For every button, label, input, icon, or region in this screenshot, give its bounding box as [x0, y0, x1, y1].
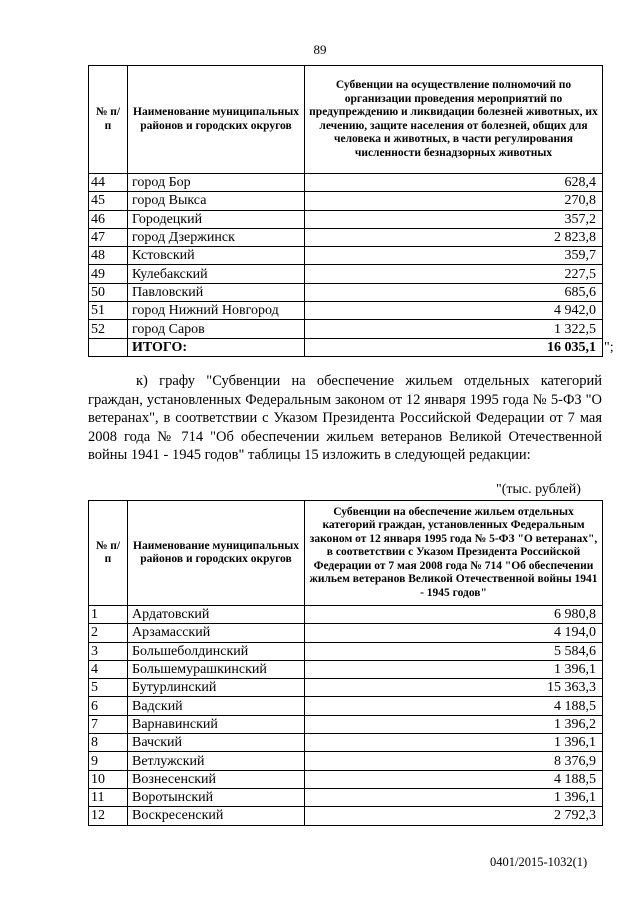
district-name: Воротынский [128, 788, 305, 806]
district-name: Вознесенский [128, 770, 305, 788]
row-number: 48 [89, 247, 128, 265]
subvention-amount: 2 792,3 [305, 807, 603, 825]
district-name: Воскресенский [128, 807, 305, 825]
row-number: 8 [89, 734, 128, 752]
district-name: Варнавинский [128, 715, 305, 733]
row-number: 6 [89, 697, 128, 715]
subvention-amount: 1 396,1 [305, 660, 603, 678]
subvention-amount: 8 376,9 [305, 752, 603, 770]
unit-note: "(тыс. рублей) [496, 482, 581, 497]
table-row [89, 660, 603, 678]
table-row [89, 247, 603, 265]
subvention-amount: 4 942,0 [305, 302, 603, 320]
row-number: 50 [89, 283, 128, 301]
district-name: Ардатовский [128, 606, 305, 624]
table-row [89, 679, 603, 697]
row-number: 11 [89, 788, 128, 806]
table-row [89, 228, 603, 246]
document-code: 0401/2015-1032(1) [490, 855, 588, 869]
row-number: 46 [89, 210, 128, 228]
row-number: 10 [89, 770, 128, 788]
subvention-amount: 685,6 [305, 283, 603, 301]
total-value: 16 035,1 [305, 338, 603, 356]
district-name: Павловский [128, 283, 305, 301]
district-name: Городецкий [128, 210, 305, 228]
row-number: 2 [89, 624, 128, 642]
table-row [89, 302, 603, 320]
total-row [89, 338, 603, 356]
subvention-amount: 628,4 [305, 174, 603, 192]
row-number: 7 [89, 715, 128, 733]
table-row [89, 174, 603, 192]
district-name: Кулебакский [128, 265, 305, 283]
subvention-amount: 4 188,5 [305, 770, 603, 788]
district-name: город Нижний Новгород [128, 302, 305, 320]
subvention-amount: 227,5 [305, 265, 603, 283]
table-row [89, 320, 603, 338]
table-header-row [89, 66, 603, 174]
table-row [89, 734, 603, 752]
row-number: 12 [89, 807, 128, 825]
district-name: Арзамасский [128, 624, 305, 642]
row-number: 45 [89, 192, 128, 210]
subventions-veterans-housing-table [88, 500, 603, 826]
district-name: город Выкса [128, 192, 305, 210]
subvention-amount: 4 188,5 [305, 697, 603, 715]
row-number: 3 [89, 642, 128, 660]
table-row [89, 192, 603, 210]
district-name: город Бор [128, 174, 305, 192]
district-name: Бутурлинский [128, 679, 305, 697]
total-label: ИТОГО: [128, 338, 305, 356]
district-name: город Саров [128, 320, 305, 338]
quote-closing: "; [604, 340, 614, 355]
table-row [89, 642, 603, 660]
table-row [89, 697, 603, 715]
row-number: 49 [89, 265, 128, 283]
district-name: Кстовский [128, 247, 305, 265]
subvention-amount: 359,7 [305, 247, 603, 265]
total-num-cell [89, 338, 128, 356]
header-name: Наименование муниципальных районов и городских округов [128, 66, 305, 174]
table-row [89, 715, 603, 733]
subvention-amount: 5 584,6 [305, 642, 603, 660]
table-row [89, 788, 603, 806]
subvention-amount: 2 823,8 [305, 228, 603, 246]
table-row [89, 624, 603, 642]
district-name: Большемурашкинский [128, 660, 305, 678]
district-name: Ветлужский [128, 752, 305, 770]
row-number: 9 [89, 752, 128, 770]
district-name: Вадский [128, 697, 305, 715]
district-name: Вачский [128, 734, 305, 752]
district-name: город Дзержинск [128, 228, 305, 246]
row-number: 51 [89, 302, 128, 320]
table-row [89, 807, 603, 825]
subvention-amount: 1 396,1 [305, 734, 603, 752]
table-row [89, 606, 603, 624]
subvention-amount: 270,8 [305, 192, 603, 210]
subvention-amount: 6 980,8 [305, 606, 603, 624]
subvention-amount: 1 396,1 [305, 788, 603, 806]
district-name: Большеболдинский [128, 642, 305, 660]
subventions-animal-diseases-table [88, 65, 603, 357]
header-num: № п/п [89, 501, 128, 606]
subvention-amount: 4 194,0 [305, 624, 603, 642]
table-header-row [89, 501, 603, 606]
table-row [89, 283, 603, 301]
row-number: 4 [89, 660, 128, 678]
table-row [89, 752, 603, 770]
header-num: № п/п [89, 66, 128, 174]
page-number: 89 [313, 42, 327, 57]
header-value: Субвенции на осуществление полномочий по организации проведения мероприятий по предупреждению и ликвидации болезней животных, их лечению, защите населения от болезней, общих для человека и животных, в части регулирования численности безнадзорных животных [305, 66, 603, 174]
row-number: 52 [89, 320, 128, 338]
header-value: Субвенции на обеспечение жильем отдельных категорий граждан, установленных Федеральным законом от 12 января 1995 года № 5-ФЗ "О ветеранах", в соответствии с Указом Президента Российской Федерации от 7 мая 2008 года № 714 "Об обеспечении жильем ветеранов Великой Отечественной войны 1941 - 1945 годов" [305, 501, 603, 606]
subvention-amount: 15 363,3 [305, 679, 603, 697]
subvention-amount: 1 322,5 [305, 320, 603, 338]
table-row [89, 265, 603, 283]
table-row [89, 210, 603, 228]
row-number: 47 [89, 228, 128, 246]
row-number: 44 [89, 174, 128, 192]
table-row [89, 770, 603, 788]
header-name: Наименование муниципальных районов и городских округов [128, 501, 305, 606]
amendment-paragraph: к) графу "Субвенции на обеспечение жильем отдельных категорий граждан, установленных Федеральным законом от 12 января 1995 года № 5-ФЗ "О ветеранах", в соответствии с Указом Президента Российской Федерации от 7 мая 2008 года № 714 "Об обеспечении жильем ветеранов Великой Отечественной войны 1941 - 1945 годов" таблицы 15 изложить в следующей редакции: [88, 373, 602, 463]
subvention-amount: 1 396,2 [305, 715, 603, 733]
row-number: 5 [89, 679, 128, 697]
row-number: 1 [89, 606, 128, 624]
subvention-amount: 357,2 [305, 210, 603, 228]
